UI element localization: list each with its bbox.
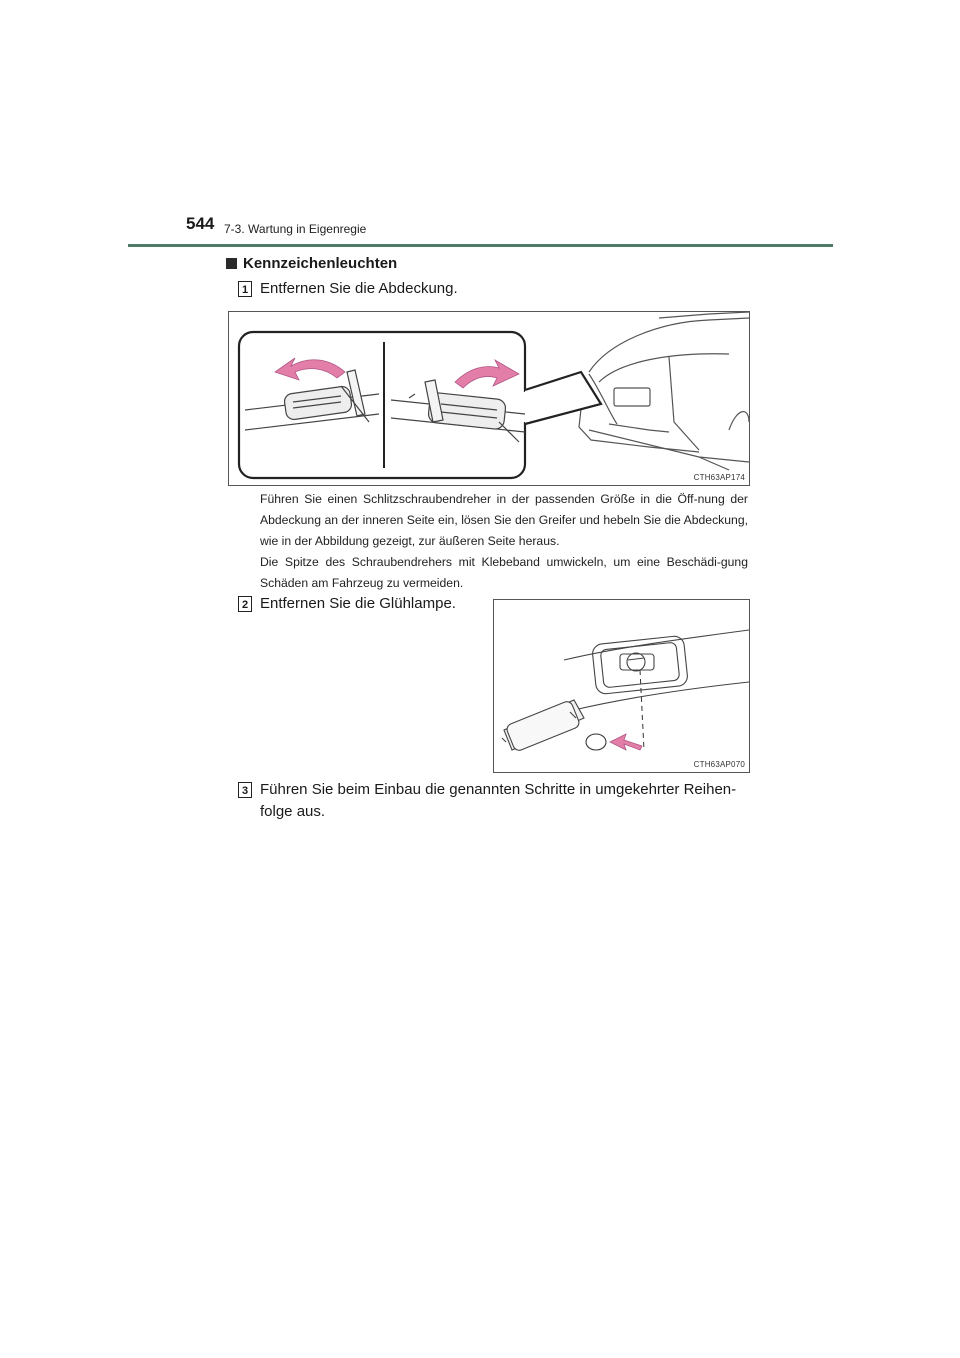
- step-badge-1: 1: [238, 281, 252, 297]
- cover-removal-illustration: [229, 312, 749, 485]
- note-screwdriver: Führen Sie einen Schlitzschraubendreher in der passenden Größe in die Öff-nung der Abdeckung an der inneren Seite ein, lösen Sie den Greifer und hebeln Sie die Abdeckung, wie in der Abbildung gezeigt, zur äußeren Seite heraus.: [260, 492, 748, 548]
- step-text-1: Entfernen Sie die Abdeckung.: [260, 280, 458, 297]
- step-badge-2: 2: [238, 596, 252, 612]
- page-number: 544: [186, 214, 215, 233]
- chapter-title: 7-3. Wartung in Eigenregie: [224, 222, 367, 236]
- step-text-2: Entfernen Sie die Glühlampe.: [260, 595, 456, 612]
- step-text-3: Führen Sie beim Einbau die genannten Schritte in umgekehrter Reihen-folge aus.: [260, 781, 737, 820]
- header-rule: [128, 244, 833, 247]
- figure-label-1: CTH63AP174: [693, 473, 745, 482]
- figure-label-2: CTH63AP070: [693, 760, 745, 769]
- figure-bulb-removal: [493, 599, 750, 773]
- section-heading: [226, 255, 397, 272]
- note-tape: Die Spitze des Schraubendrehers mit Klebeband umwickeln, um eine Beschädi-gung Schäden am Fahrzeug zu vermeiden.: [260, 555, 748, 590]
- square-bullet-icon: [226, 258, 237, 269]
- section-title: Kennzeichenleuchten: [243, 255, 398, 272]
- bulb-removal-illustration: [494, 600, 749, 772]
- figure-cover-removal: [228, 311, 750, 486]
- step-badge-3: 3: [238, 782, 252, 798]
